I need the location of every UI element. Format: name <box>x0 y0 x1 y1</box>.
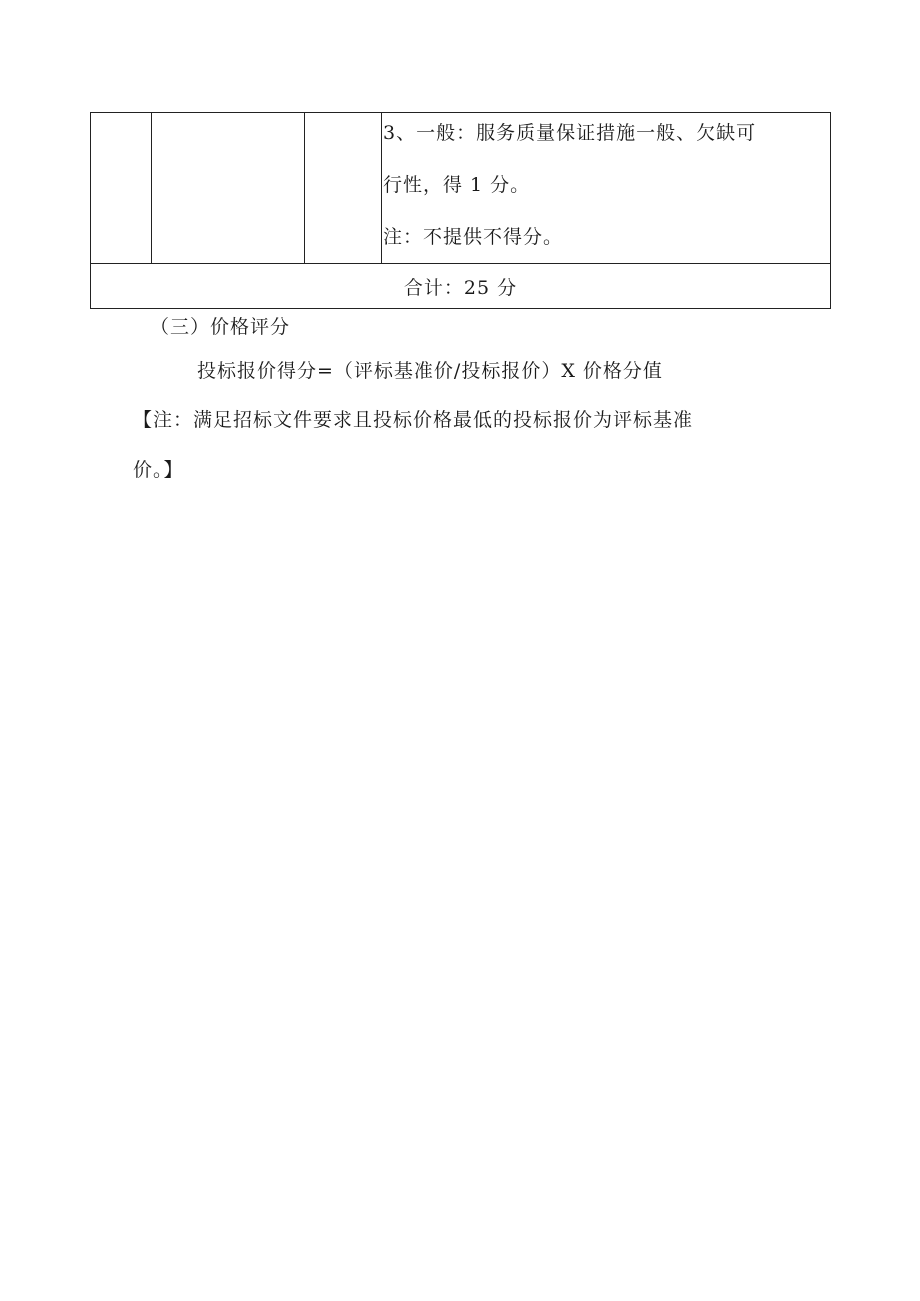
scoring-table <box>90 112 831 309</box>
table-cell-empty <box>152 113 305 264</box>
table-cell-empty <box>91 113 152 264</box>
criteria-cell <box>382 113 831 264</box>
criteria-line: 行性，得 1 分。 <box>383 174 531 196</box>
section-heading: （三）价格评分 <box>150 316 291 338</box>
note-line-1: 【注：满足招标文件要求且投标价格最低的投标报价为评标基准 <box>133 409 694 431</box>
criteria-note: 注：不提供不得分。 <box>383 226 564 248</box>
table-row <box>91 113 831 264</box>
criteria-line: 3、一般：服务质量保证措施一般、欠缺可 <box>383 122 757 144</box>
table-cell-empty <box>305 113 382 264</box>
price-formula: 投标报价得分=（评标基准价/投标报价）X 价格分值 <box>197 360 663 382</box>
total-cell: 合计：25 分 <box>91 264 831 309</box>
table-total-row <box>91 264 831 309</box>
note-line-2: 价。】 <box>133 459 184 481</box>
